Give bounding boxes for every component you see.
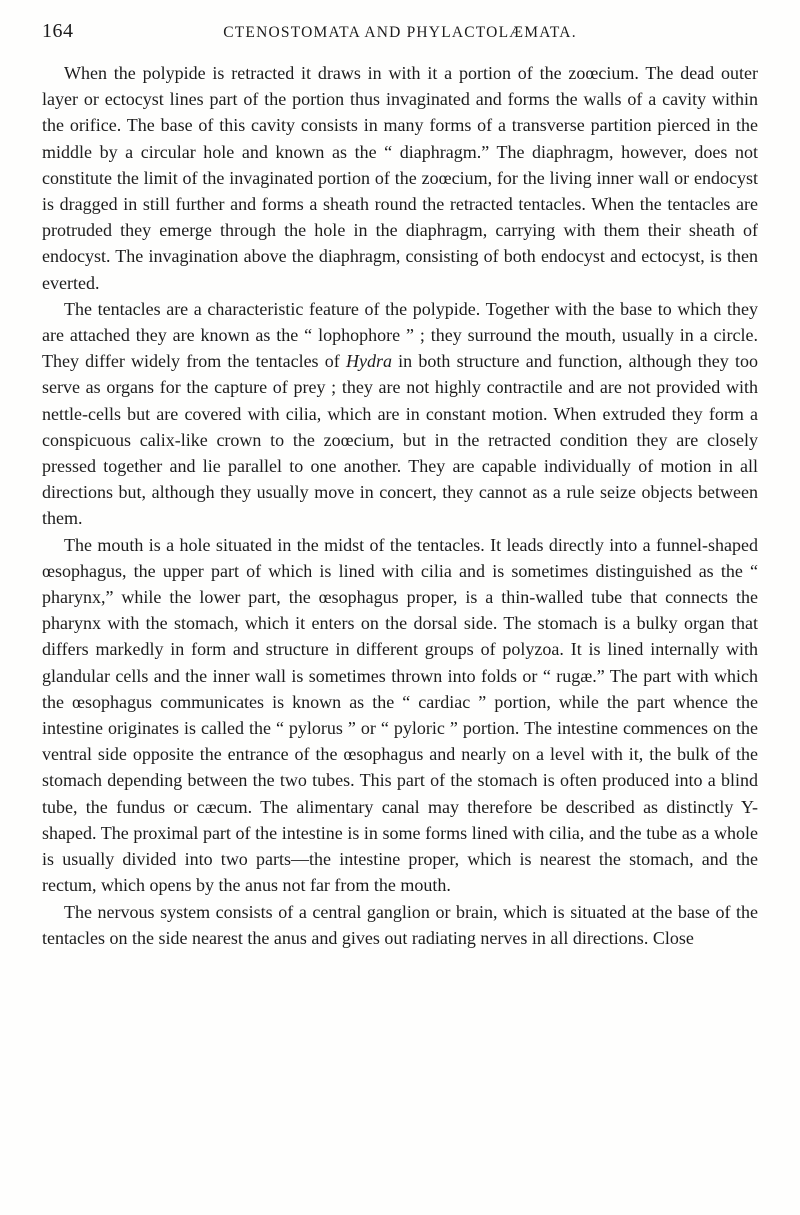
running-header [42,20,758,50]
genus-name-hydra: Hydra [345,351,392,372]
paragraph-tentacles-text-after: in both structure and function, although they too serve as organs for the capture of prey ; they are not highly contractile and are not provided with nettle-cells but are covered with cilia, which are in constant motion. When extruded they form a conspicuous calix-like crown to the zoœcium, but in the retracted condition they are closely pressed together and lie parallel to one another. They are capable individually of motion in all directions but, although they usually move in concert, they cannot as a rule seize objects between them. [42,351,759,529]
page-number: 164 [42,20,74,42]
paragraph-invagination: When the polypide is retracted it draws in with it a portion of the zoœcium. The dead outer layer or ectocyst lines part of the portion thus invaginated and forms the walls of a cavity within the orifice. The base of this cavity consists in many forms of a transverse partition pierced in the middle by a circular hole and known as the “ diaphragm.” The diaphragm, however, does not constitute the limit of the invaginated portion of the zoœcium, for the living inner wall or endocyst is dragged in still further and forms a sheath round the retracted tentacles. When the tentacles are protruded they emerge through the hole in the diaphragm, carrying with them their sheath of endocyst. The invagination above the diaphragm, consisting of both endocyst and ectocyst, is then everted. [42,63,758,293]
paragraph-tentacles [42,296,758,532]
chapter-title: CTENOSTOMATA AND PHYLACTOLÆMATA. [223,24,577,41]
paragraph-nervous-system: The nervous system consists of a central ganglion or brain, which is situated at the base of the tentacles on the side nearest the anus and gives out radiating nerves in all directions. Close [42,901,758,948]
body-text [42,60,758,951]
paragraph-alimentary-canal: The mouth is a hole situated in the midst of the tentacles. It leads directly into a funnel-shaped œsophagus, the upper part of which is lined with cilia and is sometimes distinguished as the “ pharynx,” while the lower part, the œsophagus proper, is a thin-walled tube that connects the pharynx with the stomach, which it enters on the dorsal side. The stomach is a bulky organ that differs markedly in form and structure in different groups of polyzoa. It is lined internally with glandular cells and the inner wall is sometimes thrown into folds or “ rugæ.” The part with which the œsophagus communicates is known as the “ cardiac ” portion, while the part whence the intestine originates is called the “ pylorus ” or “ pyloric ” portion. The intestine commences on the ventral side opposite the entrance of the œsophagus and nearly on a level with it, the bulk of the stomach depending between the two tubes. This part of the stomach is often produced into a blind tube, the fundus or cæcum. The alimentary canal may therefore be described as distinctly Y-shaped. The proximal part of the intestine is in some forms lined with cilia, and the tube as a whole is usually divided into two parts—the intestine proper, which is nearest the stomach, and the rectum, which opens by the anus not far from the mouth. [42,534,758,896]
paragraph-tentacles-text-before: The tentacles are a characteristic feature of the polypide. Together with the base to which they are attached they are known as the “ lophophore ” ; they surround the mouth, usually in a circle. They differ widely from the tentacles of [42,298,758,372]
